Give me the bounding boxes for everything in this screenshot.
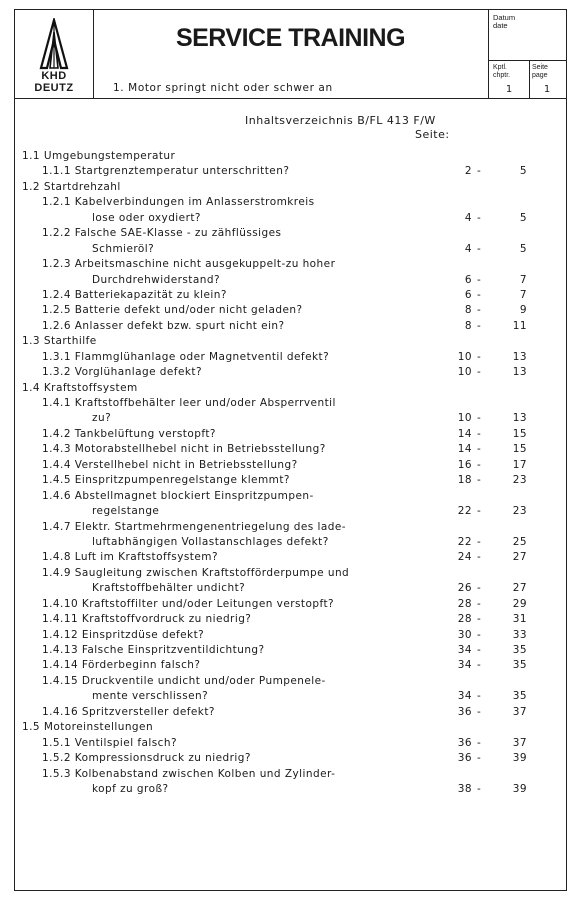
toc-entry-text: 1.2.6 Anlasser defekt bzw. spurt nicht ein? bbox=[42, 319, 285, 332]
toc-page-dash: - bbox=[477, 458, 482, 471]
toc-page-from: 34 bbox=[457, 690, 472, 703]
toc-page-to: 39 bbox=[512, 752, 527, 765]
toc-entry-text: Durchdrehwiderstand? bbox=[92, 273, 220, 286]
toc-page-from: 6 bbox=[464, 273, 472, 286]
toc-page-dash: - bbox=[477, 582, 482, 595]
toc-page-dash: - bbox=[477, 273, 482, 286]
toc-row bbox=[22, 288, 527, 304]
toc-page-to: 9 bbox=[519, 304, 527, 317]
toc-page-from: 10 bbox=[457, 412, 472, 425]
khd-deutz-logo-icon bbox=[37, 18, 71, 70]
toc-page-dash: - bbox=[477, 736, 482, 749]
toc-page-to: 13 bbox=[512, 366, 527, 379]
toc-row bbox=[22, 628, 527, 644]
toc-page-to: 35 bbox=[512, 690, 527, 703]
page-label-de: Seite bbox=[532, 64, 548, 71]
toc-page-from: 34 bbox=[457, 644, 472, 656]
toc-page-dash: - bbox=[477, 597, 482, 610]
toc-row bbox=[22, 752, 527, 767]
toc-page-to: 23 bbox=[512, 474, 527, 487]
toc-page-to: 7 bbox=[519, 288, 527, 301]
toc-page-to: 13 bbox=[512, 412, 527, 425]
toc-entry-text: Schmieröl? bbox=[92, 242, 155, 255]
toc-page-to: 37 bbox=[512, 736, 527, 749]
toc-page-to: 27 bbox=[512, 582, 527, 595]
logo-text-deutz: DEUTZ bbox=[34, 82, 74, 94]
toc-heading: Inhaltsverzeichnis B/FL 413 F/W bbox=[245, 114, 436, 127]
toc-page-from: 36 bbox=[457, 705, 472, 718]
toc-entry-text: 1.2.5 Batterie defekt und/oder nicht geladen? bbox=[42, 304, 303, 317]
toc-page-dash: - bbox=[477, 427, 482, 440]
toc-page-dash: - bbox=[477, 659, 482, 672]
toc-page-from: 8 bbox=[464, 304, 472, 317]
toc-page-dash: - bbox=[477, 613, 482, 626]
toc-entry-text: 1.4.4 Verstellhebel nicht in Betriebsstellung? bbox=[42, 458, 298, 471]
chapter-label-de: Kptl. bbox=[493, 64, 508, 71]
toc-row bbox=[22, 258, 522, 273]
toc-page-column-heading: Seite: bbox=[415, 128, 450, 141]
toc-page-to: 7 bbox=[519, 273, 527, 286]
toc-entry-text: 1.4.14 Förderbeginn falsch? bbox=[42, 659, 201, 672]
toc-entry-text: 1.3.2 Vorglühanlage defekt? bbox=[42, 366, 202, 379]
toc-entry-text: 1.4.6 Abstellmagnet blockiert Einspritzpumpen- bbox=[42, 489, 314, 502]
toc-entry-text: 1.2.4 Batteriekapazität zu klein? bbox=[42, 288, 227, 301]
toc-page-from: 36 bbox=[457, 736, 472, 749]
toc-row bbox=[22, 505, 527, 520]
toc-page-to: 5 bbox=[519, 211, 527, 224]
toc-row bbox=[22, 165, 527, 180]
toc-row bbox=[22, 551, 527, 566]
toc-entry-text: 1.4.1 Kraftstoffbehälter leer und/oder Absperrventil bbox=[42, 397, 336, 409]
page-cell bbox=[528, 60, 566, 98]
toc-page-to: 25 bbox=[512, 535, 527, 548]
toc-page-from: 2 bbox=[464, 165, 472, 178]
logo bbox=[15, 10, 94, 98]
toc-page-dash: - bbox=[477, 505, 482, 518]
date-cell bbox=[488, 10, 566, 61]
chapter-label-en: chptr. bbox=[493, 71, 511, 79]
toc-entry-text: 1.2.3 Arbeitsmaschine nicht ausgekuppelt-zu hoher bbox=[42, 258, 336, 271]
toc-page-dash: - bbox=[477, 242, 482, 255]
document-header bbox=[15, 10, 566, 99]
toc-entry-text: 1.2 Startdrehzahl bbox=[22, 180, 121, 193]
toc-page-dash: - bbox=[477, 628, 482, 641]
toc-page-dash: - bbox=[477, 304, 482, 317]
toc-entry-text: 1.1.1 Startgrenztemperatur unterschritten? bbox=[42, 165, 290, 178]
toc-page-dash: - bbox=[477, 288, 482, 301]
toc-row bbox=[22, 690, 527, 705]
toc-row bbox=[22, 721, 522, 736]
toc-page-from: 18 bbox=[457, 474, 472, 487]
toc-row bbox=[22, 397, 522, 412]
toc-page-from: 22 bbox=[457, 505, 472, 518]
toc-entry-text: 1.4.11 Kraftstoffvordruck zu niedrig? bbox=[42, 613, 252, 626]
toc-row bbox=[22, 273, 527, 289]
toc-entry-text: 1.2.1 Kabelverbindungen im Anlasserstromkreis bbox=[42, 196, 315, 209]
date-label-en: date bbox=[493, 21, 508, 30]
toc-page-from: 10 bbox=[457, 366, 472, 379]
toc-entry-text: lose oder oxydiert? bbox=[92, 211, 201, 224]
toc-page-from: 28 bbox=[457, 613, 472, 626]
toc-page-dash: - bbox=[477, 782, 482, 795]
toc-row bbox=[22, 521, 522, 536]
toc-entry-text: 1.2.2 Falsche SAE-Klasse - zu zähflüssiges bbox=[42, 227, 282, 240]
toc-page-from: 34 bbox=[457, 659, 472, 672]
chapter-subject: 1. Motor springt nicht oder schwer an bbox=[113, 82, 333, 94]
toc-page-to: 5 bbox=[519, 165, 527, 178]
toc-row bbox=[22, 675, 522, 690]
toc-page-from: 14 bbox=[457, 443, 472, 456]
toc-row bbox=[22, 319, 527, 335]
subject-cell bbox=[93, 60, 488, 98]
toc-page-to: 13 bbox=[512, 350, 527, 363]
toc-page-to: 35 bbox=[512, 644, 527, 656]
toc-page-dash: - bbox=[477, 752, 482, 765]
toc-entry-text: 1.4.2 Tankbelüftung verstopft? bbox=[42, 427, 216, 440]
toc-row bbox=[22, 242, 527, 258]
toc-row bbox=[22, 782, 527, 798]
chapter-value: 1 bbox=[505, 84, 513, 95]
page-label bbox=[532, 64, 548, 79]
toc-page-to: 27 bbox=[512, 551, 527, 564]
toc-page-to: 29 bbox=[512, 597, 527, 610]
document-title: SERVICE TRAINING bbox=[175, 24, 406, 52]
chapter-cell bbox=[488, 60, 530, 98]
toc-page-dash: - bbox=[477, 551, 482, 564]
toc-entry-text: 1.5.3 Kolbenabstand zwischen Kolben und Zylinder- bbox=[42, 767, 336, 780]
toc-row bbox=[22, 350, 527, 366]
toc-row bbox=[22, 458, 527, 474]
chapter-label bbox=[493, 64, 510, 79]
toc-row bbox=[22, 705, 527, 721]
date-label-de: Datum bbox=[493, 13, 516, 22]
title-cell bbox=[93, 10, 488, 60]
toc-entry-text: 1.3.1 Flammglühanlage oder Magnetventil defekt? bbox=[42, 350, 330, 363]
toc-page-from: 10 bbox=[457, 350, 472, 363]
toc-entry-text: 1.4.16 Spritzversteller defekt? bbox=[42, 705, 215, 718]
toc-row bbox=[22, 211, 527, 227]
toc-row bbox=[22, 490, 522, 505]
toc-page-to: 5 bbox=[519, 242, 527, 255]
toc-row bbox=[22, 150, 522, 165]
table-of-contents bbox=[22, 150, 527, 798]
toc-entry-text: Kraftstoffbehälter undicht? bbox=[92, 582, 246, 595]
toc-row bbox=[22, 427, 527, 443]
toc-page-to: 11 bbox=[512, 319, 527, 332]
toc-row bbox=[22, 304, 527, 319]
page-value: 1 bbox=[543, 84, 551, 95]
toc-row bbox=[22, 613, 527, 628]
toc-row bbox=[22, 412, 527, 427]
toc-page-to: 39 bbox=[512, 782, 527, 795]
toc-page-to: 15 bbox=[512, 443, 527, 456]
toc-entry-text: 1.1 Umgebungstemperatur bbox=[22, 150, 176, 162]
toc-row bbox=[22, 736, 527, 752]
logo-text-khd: KHD bbox=[41, 70, 67, 82]
toc-row bbox=[22, 768, 522, 783]
toc-page-dash: - bbox=[477, 690, 482, 703]
toc-row bbox=[22, 227, 522, 242]
toc-row bbox=[22, 196, 522, 211]
toc-page-to: 17 bbox=[512, 458, 527, 471]
toc-page-to: 37 bbox=[512, 705, 527, 718]
toc-entry-text: 1.4.10 Kraftstoffilter und/oder Leitungen verstopft? bbox=[42, 597, 335, 610]
toc-row bbox=[22, 567, 522, 582]
toc-row bbox=[22, 535, 527, 551]
toc-entry-text: 1.4.13 Falsche Einspritzventildichtung? bbox=[42, 644, 265, 656]
toc-row bbox=[22, 181, 522, 196]
toc-page-from: 26 bbox=[457, 582, 472, 595]
toc-entry-text: regelstange bbox=[92, 505, 160, 518]
toc-row bbox=[22, 644, 527, 659]
toc-page-dash: - bbox=[477, 350, 482, 363]
toc-page-dash: - bbox=[477, 535, 482, 548]
toc-page-dash: - bbox=[477, 165, 482, 178]
toc-page-to: 33 bbox=[512, 628, 527, 641]
toc-page-from: 6 bbox=[464, 288, 472, 301]
toc-page-to: 15 bbox=[512, 427, 527, 440]
toc-page-from: 8 bbox=[464, 319, 472, 332]
toc-page-dash: - bbox=[477, 412, 482, 425]
toc-entry-text: 1.4.9 Saugleitung zwischen Kraftstofförderpumpe und bbox=[42, 566, 350, 579]
toc-page-to: 35 bbox=[512, 659, 527, 672]
toc-page-from: 36 bbox=[457, 752, 472, 765]
toc-entry-text: 1.4 Kraftstoffsystem bbox=[22, 381, 138, 394]
toc-page-from: 22 bbox=[457, 535, 472, 548]
toc-page-from: 38 bbox=[457, 782, 472, 795]
toc-entry-text: 1.4.8 Luft im Kraftstoffsystem? bbox=[42, 551, 218, 564]
toc-page-to: 23 bbox=[512, 505, 527, 518]
toc-page-from: 30 bbox=[457, 628, 472, 641]
toc-row bbox=[22, 382, 522, 397]
toc-entry-text: zu? bbox=[92, 412, 112, 425]
toc-page-from: 28 bbox=[457, 597, 472, 610]
toc-entry-text: 1.4.3 Motorabstellhebel nicht in Betriebsstellung? bbox=[42, 443, 326, 456]
toc-row bbox=[22, 582, 527, 597]
toc-page-dash: - bbox=[477, 474, 482, 487]
toc-page-from: 4 bbox=[464, 242, 472, 255]
toc-entry-text: 1.4.7 Elektr. Startmehrmengenentriegelung des lade- bbox=[42, 520, 346, 533]
toc-row bbox=[22, 597, 527, 613]
toc-page-dash: - bbox=[477, 644, 482, 656]
page-label-en: page bbox=[532, 71, 548, 79]
toc-entry-text: 1.5.2 Kompressionsdruck zu niedrig? bbox=[42, 752, 251, 765]
toc-page-dash: - bbox=[477, 211, 482, 224]
toc-entry-text: 1.4.15 Druckventile undicht und/oder Pumpenele- bbox=[42, 674, 326, 687]
toc-entry-text: 1.5.1 Ventilspiel falsch? bbox=[42, 736, 178, 749]
toc-row bbox=[22, 335, 522, 350]
toc-page-from: 24 bbox=[457, 551, 472, 564]
toc-entry-text: mente verschlissen? bbox=[92, 690, 209, 703]
toc-page-from: 14 bbox=[457, 427, 472, 440]
toc-entry-text: kopf zu groß? bbox=[92, 782, 169, 795]
toc-entry-text: 1.4.5 Einspritzpumpenregelstange klemmt? bbox=[42, 474, 290, 487]
date-label bbox=[493, 14, 515, 30]
toc-page-to: 31 bbox=[512, 613, 527, 626]
toc-row bbox=[22, 474, 527, 489]
toc-row bbox=[22, 659, 527, 674]
toc-page-from: 4 bbox=[464, 211, 472, 224]
toc-page-dash: - bbox=[477, 366, 482, 379]
toc-entry-text: luftabhängigen Vollastanschlages defekt? bbox=[92, 535, 329, 548]
toc-page-from: 16 bbox=[457, 458, 472, 471]
toc-entry-text: 1.3 Starthilfe bbox=[22, 335, 97, 348]
toc-page-dash: - bbox=[477, 705, 482, 718]
toc-page-dash: - bbox=[477, 443, 482, 456]
toc-entry-text: 1.4.12 Einspritzdüse defekt? bbox=[42, 628, 205, 641]
toc-row bbox=[22, 366, 527, 381]
toc-row bbox=[22, 443, 527, 458]
toc-page-dash: - bbox=[477, 319, 482, 332]
toc-entry-text: 1.5 Motoreinstellungen bbox=[22, 721, 154, 734]
